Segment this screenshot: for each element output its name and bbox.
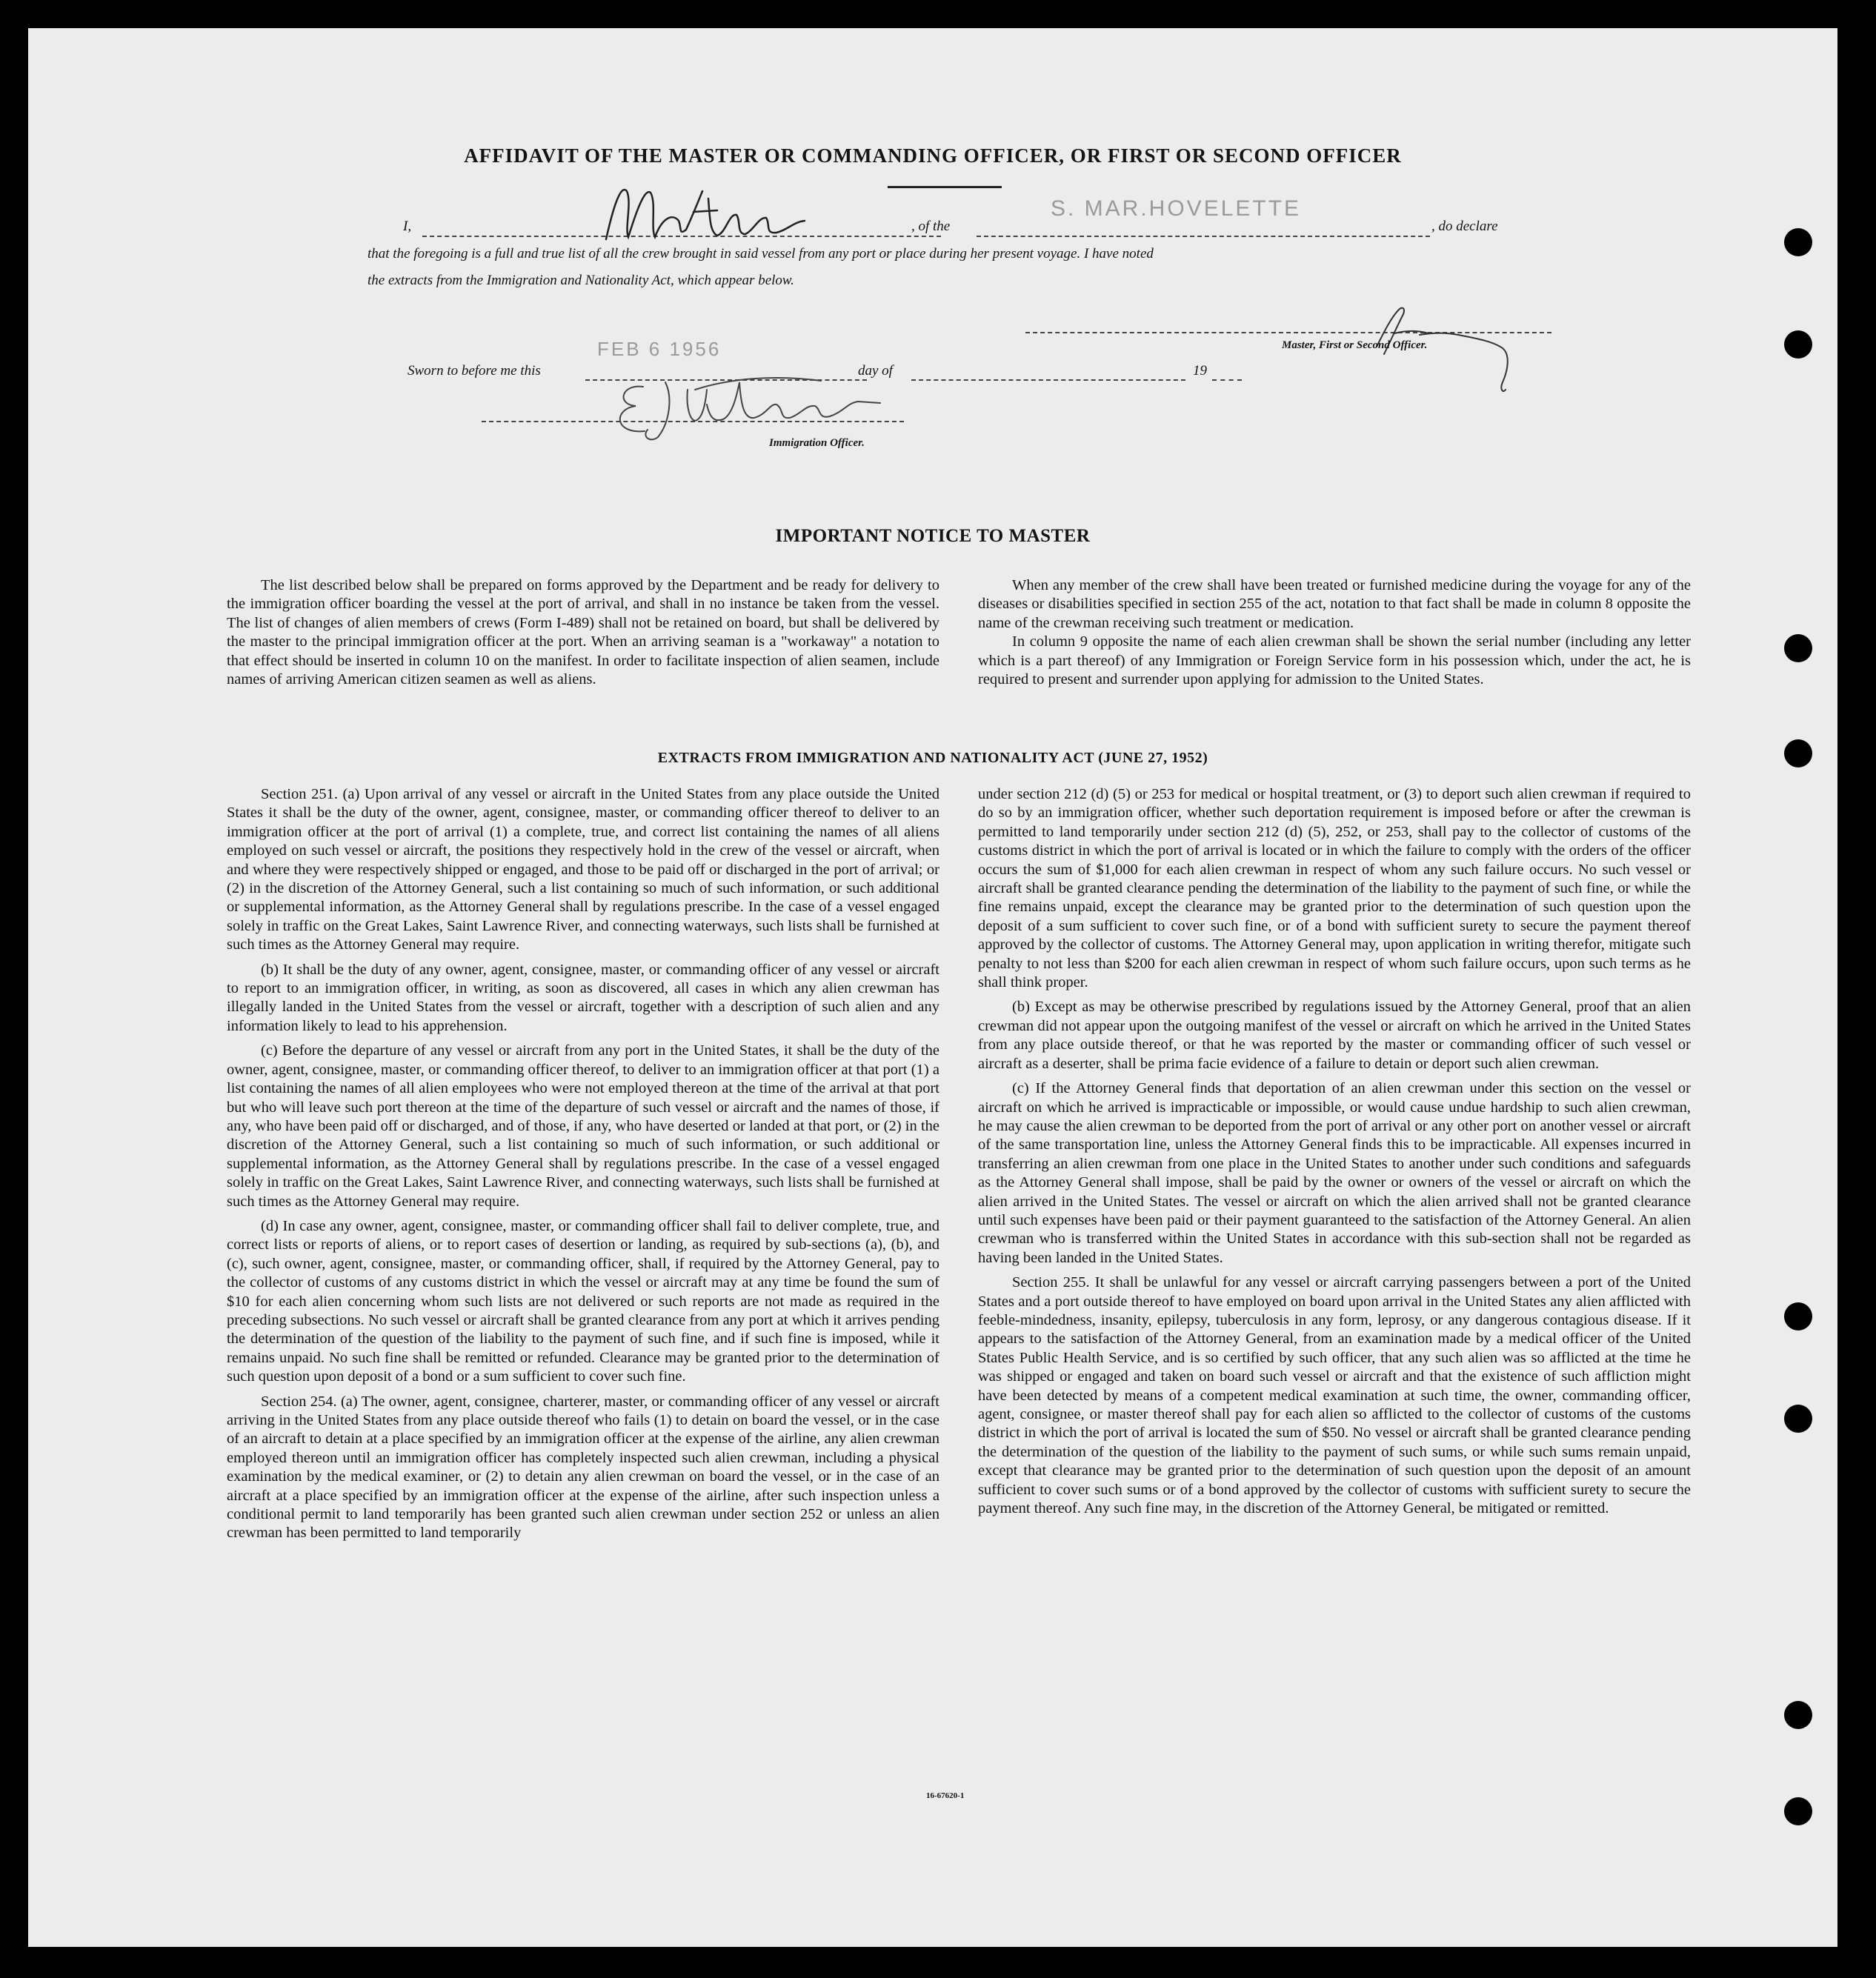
section-254-c: (c) If the Attorney General finds that deportation of an alien crewman under this section on the vessel or aircraft on which he arrived is impracticable or impossible, or would cause undue hardship to such alien crewman, he may cause the alien crewman to be deported from the port of arrival or any other port on another vessel or aircraft of the same transportation line, unless the Attorney General finds this to be impracticable. All expenses incurred in transferring an alien crewman from one place in the United States to another under such conditions and safeguards as the Attorney General shall impose, shall be paid by the owner or owners of the vessel or aircraft on which the alien arrived in the United States. The vessel or aircraft on which the alien arrived shall not be granted clearance until such expenses have been paid or their payment guaranteed to the satisfaction of the Attorney General. An alien crewman who is transferred within the United States in accordance with this sub-section shall not be regarded as having been landed in the United States.: [978, 1080, 1691, 1266]
punch-hole: [1784, 1701, 1812, 1729]
extracts-left-column: [227, 785, 939, 1549]
punch-hole: [1784, 228, 1812, 256]
punch-hole: [1784, 634, 1812, 662]
punch-hole: [1784, 330, 1812, 359]
punch-hole: [1784, 1405, 1812, 1433]
month-line: [911, 379, 1185, 381]
date-stamp: FEB 6 1956: [597, 338, 722, 360]
master-handwriting: [599, 176, 843, 250]
section-255: Section 255. It shall be unlawful for any vessel or aircraft carrying passengers between a port of the United States and a port outside thereof to have employed on board upon arrival in the United States any alien afflicted with feeble-mindedness, insanity, epilepsy, tuberculosis in any form, leprosy, or any dangerous contagious disease. If it appears to the satisfaction of the Attorney General, from an examination made by a medical officer of the United States Public Health Service, and is so certified by such officer, that any such alien was so afflicted at the time he was shipped or engaged and taken on board such vessel or aircraft and that the existence of such affliction might have been detected by means of a competent medical examination at such time, the owner, commanding officer, agent, consignee, or master thereof shall pay for each alien so afflicted to the collector of customs of the customs district in which the port of arrival is located the sum of $50. No vessel or aircraft shall be granted clearance pending the determination of the question of the liability to the payment of such sums, or while such sums remain unpaid, except that clearance may be granted prior to the determination of such question upon the deposit of an amount sufficient to cover such sums or of a bond approved by the collector of customs with sufficient surety to secure the payment thereof. Any such fine may, in the discretion of the Attorney General, be mitigated or remitted.: [978, 1274, 1691, 1517]
section-251-a: Section 251. (a) Upon arrival of any vessel or aircraft in the United States from any place outside the United States it shall be the duty of the owner, agent, consignee, master, or commanding officer thereof to deliver to an immigration officer at the port of arrival (1) a complete, true, and correct list containing the names of all aliens employed on such vessel or aircraft, the positions they respectively hold in the crew of the vessel or aircraft, when and where they were respectively shipped or engaged, and those to be paid off or discharged in the port of arrival; or (2) in the discretion of the Attorney General, such a list containing so much of such information, or such additional or supplemental information, as the Attorney General shall by regulations prescribe. In the case of a vessel engaged solely in traffic on the Great Lakes, Saint Lawrence River, and connecting waterways, such lists shall be furnished at such times as the Attorney General may require.: [227, 786, 939, 953]
section-251-c: (c) Before the departure of any vessel or aircraft from any port in the United States, it shall be the duty of the owner, agent, consignee, master, or commanding officer thereof, to deliver to an immigration officer at that port (1) a list containing the names of all alien employees who were not employed thereon at the time of the arrival at that port but who will leave such port thereon at the time of the departure of such vessel or aircraft and the names of those, if any, who have been paid off or discharged, and of those, if any, who have deserted or landed at that port, or (2) in the discretion of the Attorney General, such a list containing so much of such information, or such additional or supplemental information, as the Attorney General shall by regulations prescribe. In the case of a vessel engaged solely in traffic on the Great Lakes, Saint Lawrence River, and connecting waterways, such lists shall be furnished at such times as the Attorney General may require.: [227, 1042, 939, 1210]
notice-right-paragraph-2: In column 9 opposite the name of each alien crewman shall be shown the serial number (including any letter which is a part thereof) of any Immigration or Foreign Service form in his possession which, under the act, he is required to present and surrender upon applying for admission to the United States.: [978, 633, 1691, 688]
vessel-line: [977, 236, 1430, 237]
affidavit-line-2: that the foregoing is a full and true list of all the crew brought in said vessel from any port or place during her present voyage. I have noted: [367, 246, 1154, 262]
section-254-b: (b) Except as may be otherwise prescribed by regulations issued by the Attorney General, proof that an alien crewman did not appear upon the outgoing manifest of the vessel or aircraft on which he arrived in the United States from any place outside thereof, or that he was reported by the master or commanding officer of such vessel or aircraft as a deserter, shall be prima facie evidence of a failure to detain or deport such alien crewman.: [978, 999, 1691, 1072]
master-caption: Master, First or Second Officer.: [1282, 339, 1428, 351]
year-prefix: 19: [1193, 363, 1207, 379]
section-251-b: (b) It shall be the duty of any owner, agent, consignee, master, or commanding officer of any vessel or aircraft to report to an immigration officer, in writing, as soon as discovered, all cases in which any alien crewman has illegally landed in the United States from the vessel or aircraft, together with a description of such alien and any information likely to lead to his apprehension.: [227, 961, 939, 1034]
notice-heading: IMPORTANT NOTICE TO MASTER: [775, 526, 1091, 546]
extracts-right-column: [978, 785, 1691, 1524]
year-line: [1212, 379, 1242, 381]
of-the-label: , of the: [911, 219, 951, 234]
vessel-stamp: S. MAR.HOVELETTE: [1051, 196, 1302, 221]
punch-hole: [1784, 1302, 1812, 1331]
extracts-heading: EXTRACTS FROM IMMIGRATION AND NATIONALITY ACT (JUNE 27, 1952): [657, 750, 1208, 766]
i-label: I,: [403, 219, 412, 234]
document-page: [28, 28, 1837, 1947]
notice-right-column: [978, 576, 1691, 689]
form-number: 16-67620-1: [926, 1791, 965, 1800]
notice-left-column: [227, 576, 939, 689]
day-of-label: day of: [858, 363, 893, 379]
punch-hole: [1784, 1797, 1812, 1825]
do-declare-label: , do declare: [1431, 219, 1498, 234]
notice-right-paragraph-1: When any member of the crew shall have been treated or furnished medicine during the voyage for any of the diseases or disabilities specified in section 255 of the act, notation to that fact shall be made in column 8 opposite the name of the crewman receiving such treatment or medication.: [978, 577, 1691, 631]
officer-caption: Immigration Officer.: [769, 437, 865, 449]
punch-hole: [1784, 739, 1812, 767]
affidavit-line-3: the extracts from the Immigration and Nationality Act, which appear below.: [367, 273, 794, 288]
section-254-a: Section 254. (a) The owner, agent, consignee, charterer, master, or commanding officer of any vessel or aircraft arriving in the United States from any place outside thereof who fails (1) to detain on board the vessel, or in the case of an aircraft to detain at a place specified by an immigration officer at the expense of the airline, any alien crewman employed thereon until an immigration officer has completely inspected such alien crewman, including a physical examination by the medical examiner, or (2) to detain any alien crewman on board the vessel, or in the case of an aircraft at a place specified by an immigration officer at the expense of the airline, after such inspection unless a conditional permit to land temporarily has been granted such alien crewman under section 252 or unless an alien crewman has been permitted to land temporarily: [227, 1393, 939, 1542]
title-rule: [888, 186, 1002, 188]
officer-signature: [599, 360, 917, 449]
sworn-label: Sworn to before me this: [408, 363, 541, 379]
section-251-d: (d) In case any owner, agent, consignee, master, or commanding officer shall fail to deliver complete, true, and correct lists or reports of aliens, or to report cases of desertion or landing, as required by sub-sections (a), (b), and (c), such owner, agent, consignee, master, or commanding officer, shall, if required by the Attorney General, pay to the collector of customs of any customs district in which the vessel or aircraft may at any time be found the sum of $10 for each alien concerning whom such lists are not delivered or such reports are not made as required in the preceding subsections. No such vessel or aircraft shall be granted clearance from any port at which it arrives pending the determination of the question of the liability to the payment of such fine, and if such fine is imposed, while it remains unpaid. No such fine shall be remitted or refunded. Clearance may be granted prior to the determination of such question upon deposit of a bond or a sum sufficient to cover such fine.: [227, 1217, 939, 1385]
affidavit-title: AFFIDAVIT OF THE MASTER OR COMMANDING OFFICER, OR FIRST OR SECOND OFFICER: [464, 144, 1402, 167]
section-254-a-continued: under section 212 (d) (5) or 253 for medical or hospital treatment, or (3) to deport such alien crewman if required to do so by an immigration officer, whether such deportation requirement is imposed before or after the crewman is permitted to land temporarily under section 212 (d) (5), 252, or 253, shall pay to the collector of customs of the customs district in which the port of arrival is located or in which the failure to comply with the orders of the officer occurs the sum of $1,000 for each alien crewman in respect of whom any such failure occurs. No such vessel or aircraft shall be granted clearance pending the determination of the liability to the payment of such fine, or while the fine remains unpaid, except the clearance may be granted prior to the determination of such question upon the deposit of a sum sufficient to cover such fine, or of a bond with sufficient surety to secure the payment thereof approved by the collector of customs. The Attorney General may, upon application in writing therefor, mitigate such penalty to not less than $200 for each alien crewman in respect of whom such failure occurs, upon such terms as he shall think proper.: [978, 786, 1691, 991]
notice-left-paragraph: The list described below shall be prepared on forms approved by the Department and be ready for delivery to the immigration officer boarding the vessel at the port of arrival, and shall in no instance be taken from the vessel. The list of changes of alien members of crews (Form I-489) shall not be retained on board, but shall be delivered by the master to the principal immigration officer at the port. When an arriving seaman is a "workaway" a notation to that effect should be inserted in column 10 on the manifest. In order to facilitate inspection of alien seamen, include names of arriving American citizen seamen as well as aliens.: [227, 577, 939, 688]
